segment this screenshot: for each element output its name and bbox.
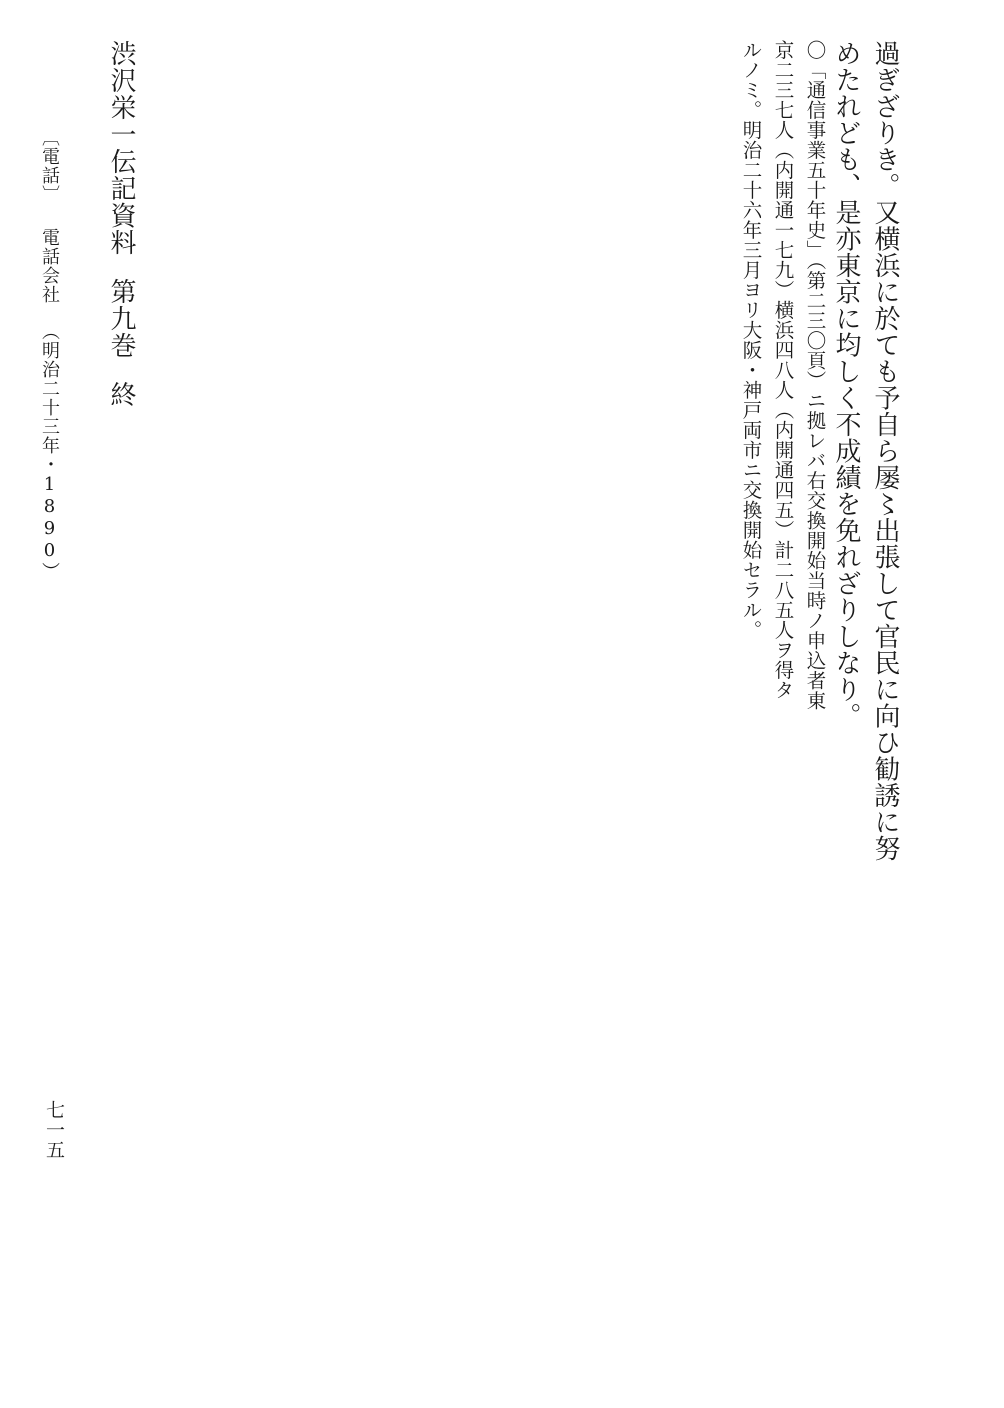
body-line-1: 過ぎざりき。又横浜に於ても予自ら屡〻出張して官民に向ひ勧誘に努 (870, 40, 900, 862)
section-period: （明治二十三年・1890） (39, 322, 60, 581)
series-title-column (108, 40, 134, 408)
section-label-column (40, 128, 58, 581)
page-number: 七一五 (43, 1100, 65, 1160)
body-line-2: めたれども、是亦東京に均しく不成績を免れざりしなり。 (831, 40, 861, 729)
section-category: 〔電話〕 (39, 128, 60, 204)
note-line-3: ルノミ。明治二十六年三月ヨリ大阪・神戸両市ニ交換開始セラル。 (739, 40, 763, 640)
note-line-1: 〇「通信事業五十年史」（第二三〇頁）ニ拠レバ右交換開始当時ノ申込者東 (803, 40, 827, 711)
series-title: 渋沢栄一伝記資料 (106, 40, 136, 256)
end-mark: 終 (106, 381, 136, 408)
note-line-2: 京二三七人（内開通一七九）横浜四八人（内開通四五）計二八五人ヲ得タ (771, 40, 795, 700)
section-topic: 電話会社 (39, 228, 60, 304)
volume-label: 第九巻 (106, 278, 136, 359)
